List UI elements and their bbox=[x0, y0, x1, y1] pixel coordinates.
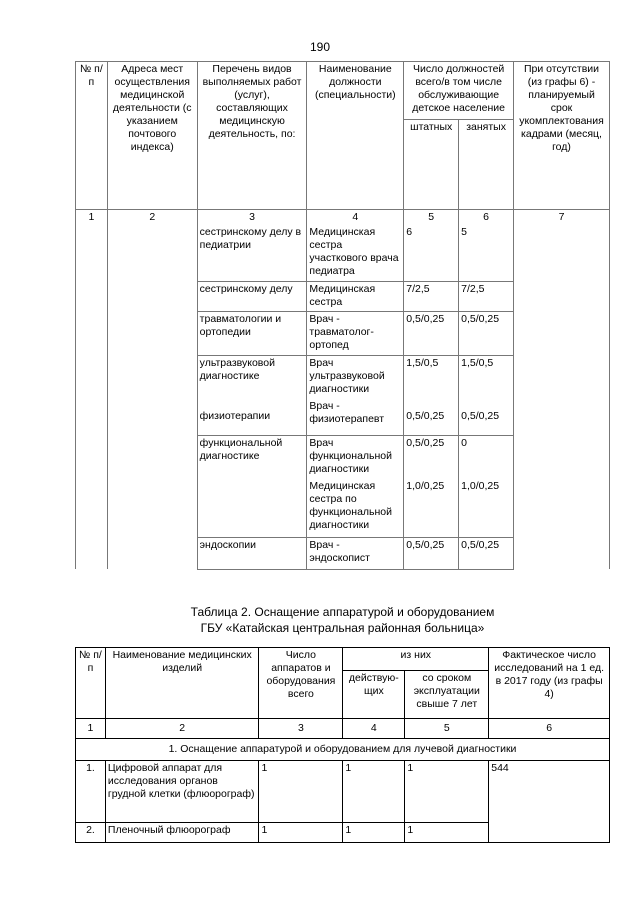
header-services: Перечень видов выполняемых работ (услуг), составляющих медицинскую деятельность, по: bbox=[197, 62, 307, 210]
col-num-6: 6 bbox=[489, 719, 610, 739]
col-num-7: 7 bbox=[514, 210, 610, 570]
header-address: Адреса мест осуществления медицинской деятельности (с указанием почтового индекса) bbox=[107, 62, 197, 210]
col-num-3: 3 bbox=[259, 719, 343, 739]
occupied-cell: 1,0/0,25 bbox=[459, 479, 514, 537]
device-working: 1 bbox=[343, 761, 405, 823]
staff-cell: 0,5/0,25 bbox=[404, 537, 459, 569]
col-num-2: 2 bbox=[107, 210, 197, 570]
service-cell: травматологии и ортопедии bbox=[197, 311, 307, 355]
position-cell: Врач - травматолог-ортопед bbox=[307, 311, 404, 355]
staff-cell: 0,5/0,25 bbox=[404, 435, 459, 479]
occupied-cell: 7/2,5 bbox=[459, 281, 514, 311]
position-cell: Врач функциональной диагностики bbox=[307, 435, 404, 479]
header-actual: Фактическое число исследований на 1 ед. в 2017 году (из графы 4) bbox=[489, 648, 610, 719]
position-cell: Врач - эндоскопист bbox=[307, 537, 404, 569]
header-count: Число аппаратов и оборудования всего bbox=[259, 648, 343, 719]
staff-cell: 1,0/0,25 bbox=[404, 479, 459, 537]
header-count: Число должностей всего/в том числе обслуживающие детское население bbox=[404, 62, 514, 120]
position-cell: Врач ультразвуковой диагностики bbox=[307, 355, 404, 399]
device-old: 1 bbox=[405, 761, 489, 823]
header-num: № п/п bbox=[76, 62, 108, 210]
header-working: действую-щих bbox=[343, 671, 405, 719]
occupied-cell: 1,5/0,5 bbox=[459, 355, 514, 399]
col-num-2: 2 bbox=[105, 719, 259, 739]
device-total: 1 bbox=[259, 761, 343, 823]
position-cell: Врач - физиотерапевт bbox=[307, 399, 404, 435]
col-num-5: 5 bbox=[405, 719, 489, 739]
header-occupied: занятых bbox=[459, 120, 514, 210]
col-num-6: 6 bbox=[459, 210, 514, 226]
position-cell: Медицинская сестра по функциональной диагностики bbox=[307, 479, 404, 537]
header-staff: штатных bbox=[404, 120, 459, 210]
service-cell: ультразвуковой диагностике bbox=[197, 355, 307, 399]
occupied-cell: 5 bbox=[459, 225, 514, 281]
col-num-5: 5 bbox=[404, 210, 459, 226]
row-num: 1. bbox=[76, 761, 106, 823]
table2-caption-line1: Таблица 2. Оснащение аппаратурой и оборудованием bbox=[190, 605, 495, 619]
position-cell: Медицинская сестра bbox=[307, 281, 404, 311]
row-num: 2. bbox=[76, 823, 106, 843]
device-actual: 544 bbox=[489, 761, 610, 843]
device-name: Пленочный флюорограф bbox=[105, 823, 259, 843]
occupied-cell: 0,5/0,25 bbox=[459, 311, 514, 355]
header-num: № п/п bbox=[76, 648, 106, 719]
staff-cell: 0,5/0,25 bbox=[404, 311, 459, 355]
col-num-1: 1 bbox=[76, 719, 106, 739]
device-name: Цифровой аппарат для исследования органов грудной клетки (флюорограф) bbox=[105, 761, 259, 823]
service-cell: сестринскому делу bbox=[197, 281, 307, 311]
equipment-table bbox=[75, 647, 610, 843]
header-of-them: из них bbox=[343, 648, 489, 671]
staff-cell: 6 bbox=[404, 225, 459, 281]
occupied-cell: 0 bbox=[459, 435, 514, 479]
service-cell: эндоскопии bbox=[197, 537, 307, 569]
staff-cell: 7/2,5 bbox=[404, 281, 459, 311]
occupied-cell: 0,5/0,25 bbox=[459, 537, 514, 569]
device-total: 1 bbox=[259, 823, 343, 843]
header-old: со сроком эксплуатации свыше 7 лет bbox=[405, 671, 489, 719]
table2-caption-line2: ГБУ «Катайская центральная районная больница» bbox=[200, 621, 485, 635]
header-position: Наименование должности (специальности) bbox=[307, 62, 404, 210]
staff-table bbox=[75, 61, 610, 570]
staff-cell: 1,5/0,5 bbox=[404, 355, 459, 399]
col-num-1: 1 bbox=[76, 210, 108, 570]
header-name: Наименование медицинских изделий bbox=[105, 648, 259, 719]
service-cell: физиотерапии bbox=[197, 399, 307, 435]
col-num-4: 4 bbox=[343, 719, 405, 739]
device-working: 1 bbox=[343, 823, 405, 843]
section-title: 1. Оснащение аппаратурой и оборудованием для лучевой диагностики bbox=[76, 739, 610, 761]
device-old: 1 bbox=[405, 823, 489, 843]
position-cell: Медицинская сестра участкового врача педиатра bbox=[307, 225, 404, 281]
header-planned: При отсутствии (из графы 6) - планируемый срок укомплектования кадрами (месяц, год) bbox=[514, 62, 610, 210]
col-num-4: 4 bbox=[307, 210, 404, 226]
page-number: 190 bbox=[309, 40, 331, 54]
occupied-cell: 0,5/0,25 bbox=[459, 399, 514, 435]
col-num-3: 3 bbox=[197, 210, 307, 226]
service-cell: сестринскому делу в педиатрии bbox=[197, 225, 307, 281]
staff-cell: 0,5/0,25 bbox=[404, 399, 459, 435]
service-cell: функциональной диагностике bbox=[197, 435, 307, 537]
